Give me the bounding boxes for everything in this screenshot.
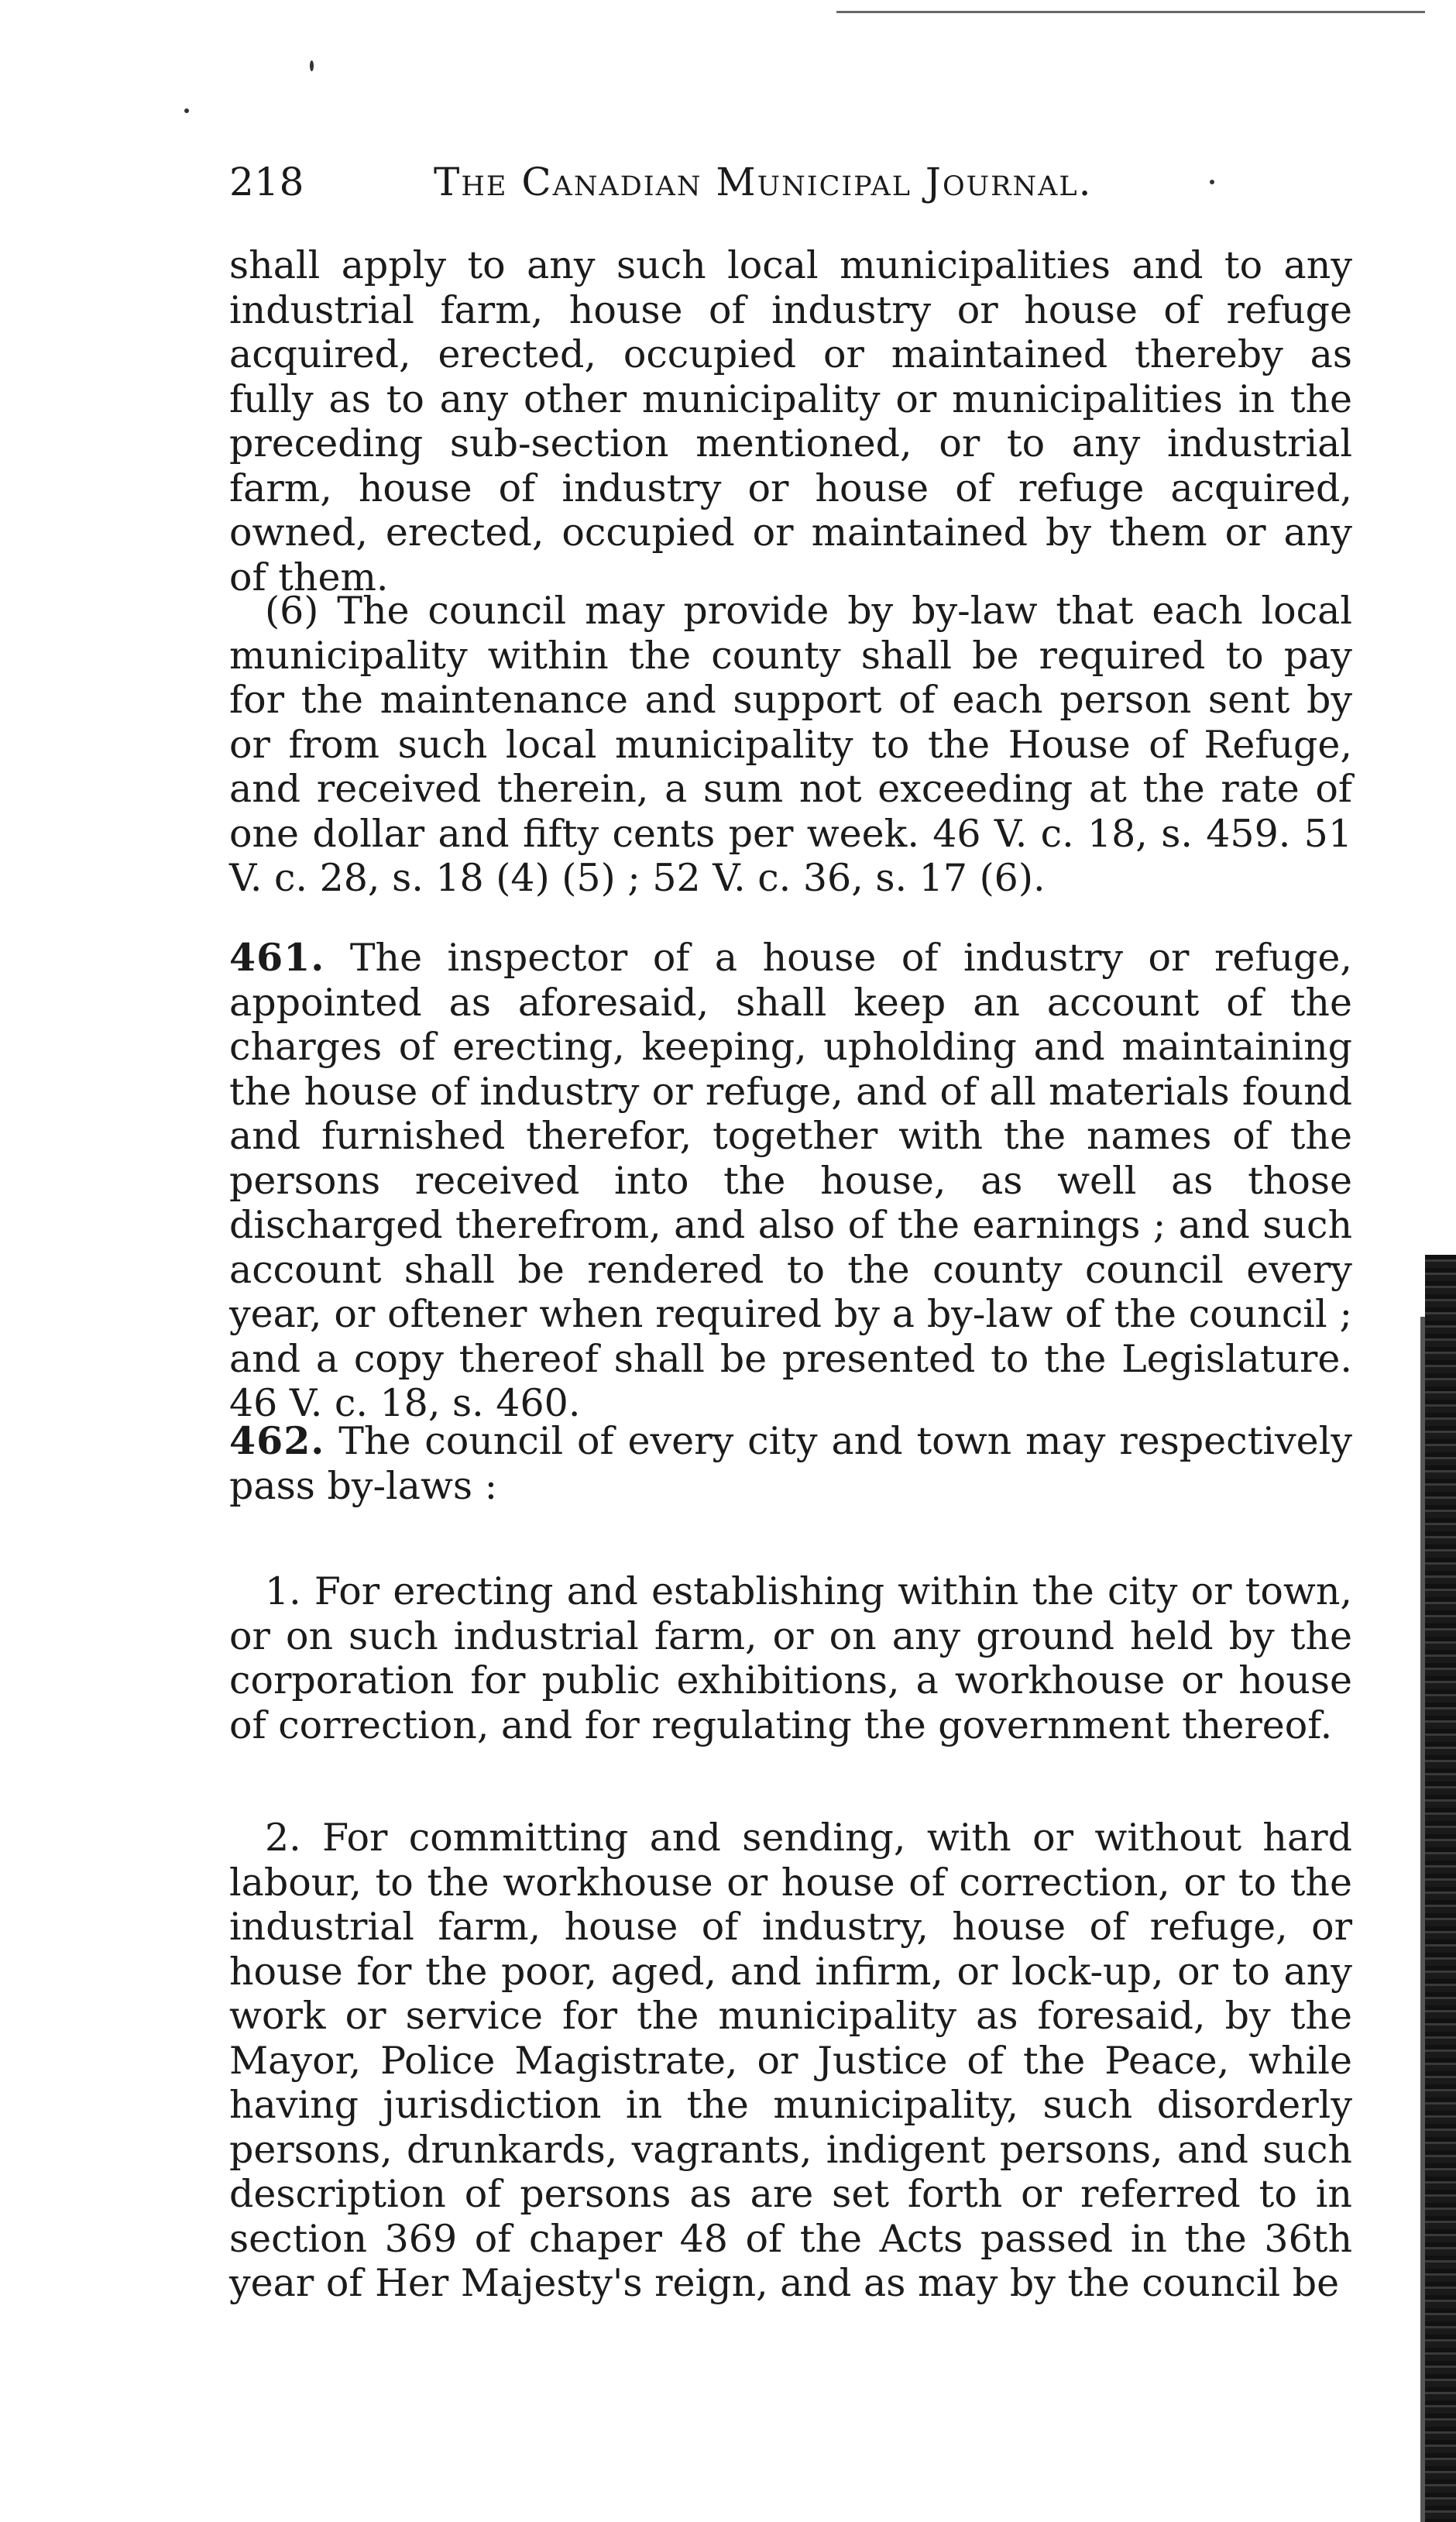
clause-text: 1. For erecting and establishing within the city or town, or on such industrial farm, or on any ground held by the corporation for public exhibitions, a workhouse or house of correction, and for regulating the government thereof. — [229, 1569, 1352, 1747]
scan-edge-binding — [1425, 1255, 1456, 2522]
section-text: The inspector of a house of industry or refuge, appointed as aforesaid, shall keep an account of the charges of erecting, keeping, upholding and maintaining the house of industry or refuge, and of all materials found and furnished therefor, together with the names of the persons received into the house, as well as those discharged therefrom, and also of the earnings ; and such account shall be rendered to the county council every year, or oftener when required by a by-law of the council ; and a copy thereof shall be presented to the Legislature. 46 V. c. 18, s. 460. — [229, 936, 1353, 1425]
section-number: 461. — [229, 935, 325, 980]
paragraph-text: shall apply to any such local municipalities and to any industrial farm, house of industry or house of refuge acquired, erected, occupied or maintained thereby as fully as to any other municipality or municipalities in the preceding sub-section mentioned, or to any industrial farm, house of industry or house of refuge acquired, owned, erected, occupied or maintained by them or any of them. — [229, 243, 1352, 600]
clause-1 — [229, 1569, 1352, 1747]
journal-title: The Canadian Municipal Journal. — [434, 160, 1093, 204]
paragraph-subsection-6 — [229, 589, 1352, 901]
clause-2 — [229, 1816, 1352, 2306]
page-header — [229, 160, 1352, 214]
page-number: 218 — [229, 160, 304, 204]
section-461 — [229, 936, 1352, 1426]
section-number: 462. — [229, 1418, 325, 1463]
paragraph-text: (6) The council may provide by by-law that each local municipality within the county shall be required to pay for the maintenance and support of each person sent by or from such local municipality to the House of Refuge, and received therein, a sum not exceeding at the rate of one dollar and fifty cents per week. 46 V. c. 18, s. 459. 51 V. c. 28, s. 18 (4) (5) ; 52 V. c. 36, s. 17 (6). — [229, 589, 1352, 900]
scan-speck — [310, 60, 314, 71]
clause-text: 2. For committing and sending, with or without hard labour, to the workhouse or house of correction, or to the industrial farm, house of industry, house of refuge, or house for the poor, aged, and infirm, or lock-up, or to any work or service for the municipality as foresaid, by the Mayor, Police Magistrate, or Justice of the Peace, while having jurisdiction in the municipality, such disorderly persons, drunkards, vagrants, indigent persons, and such description of persons as are set forth or referred to in section 369 of chaper 48 of the Acts passed in the 36th year of Her Majesty's reign, and as may by the council be — [229, 1816, 1352, 2305]
scan-speck — [184, 108, 189, 113]
section-text: The council of every city and town may respectively pass by-laws : — [229, 1419, 1352, 1508]
section-462 — [229, 1419, 1352, 1508]
top-scan-rule — [836, 11, 1425, 13]
paragraph-continued — [229, 243, 1352, 600]
